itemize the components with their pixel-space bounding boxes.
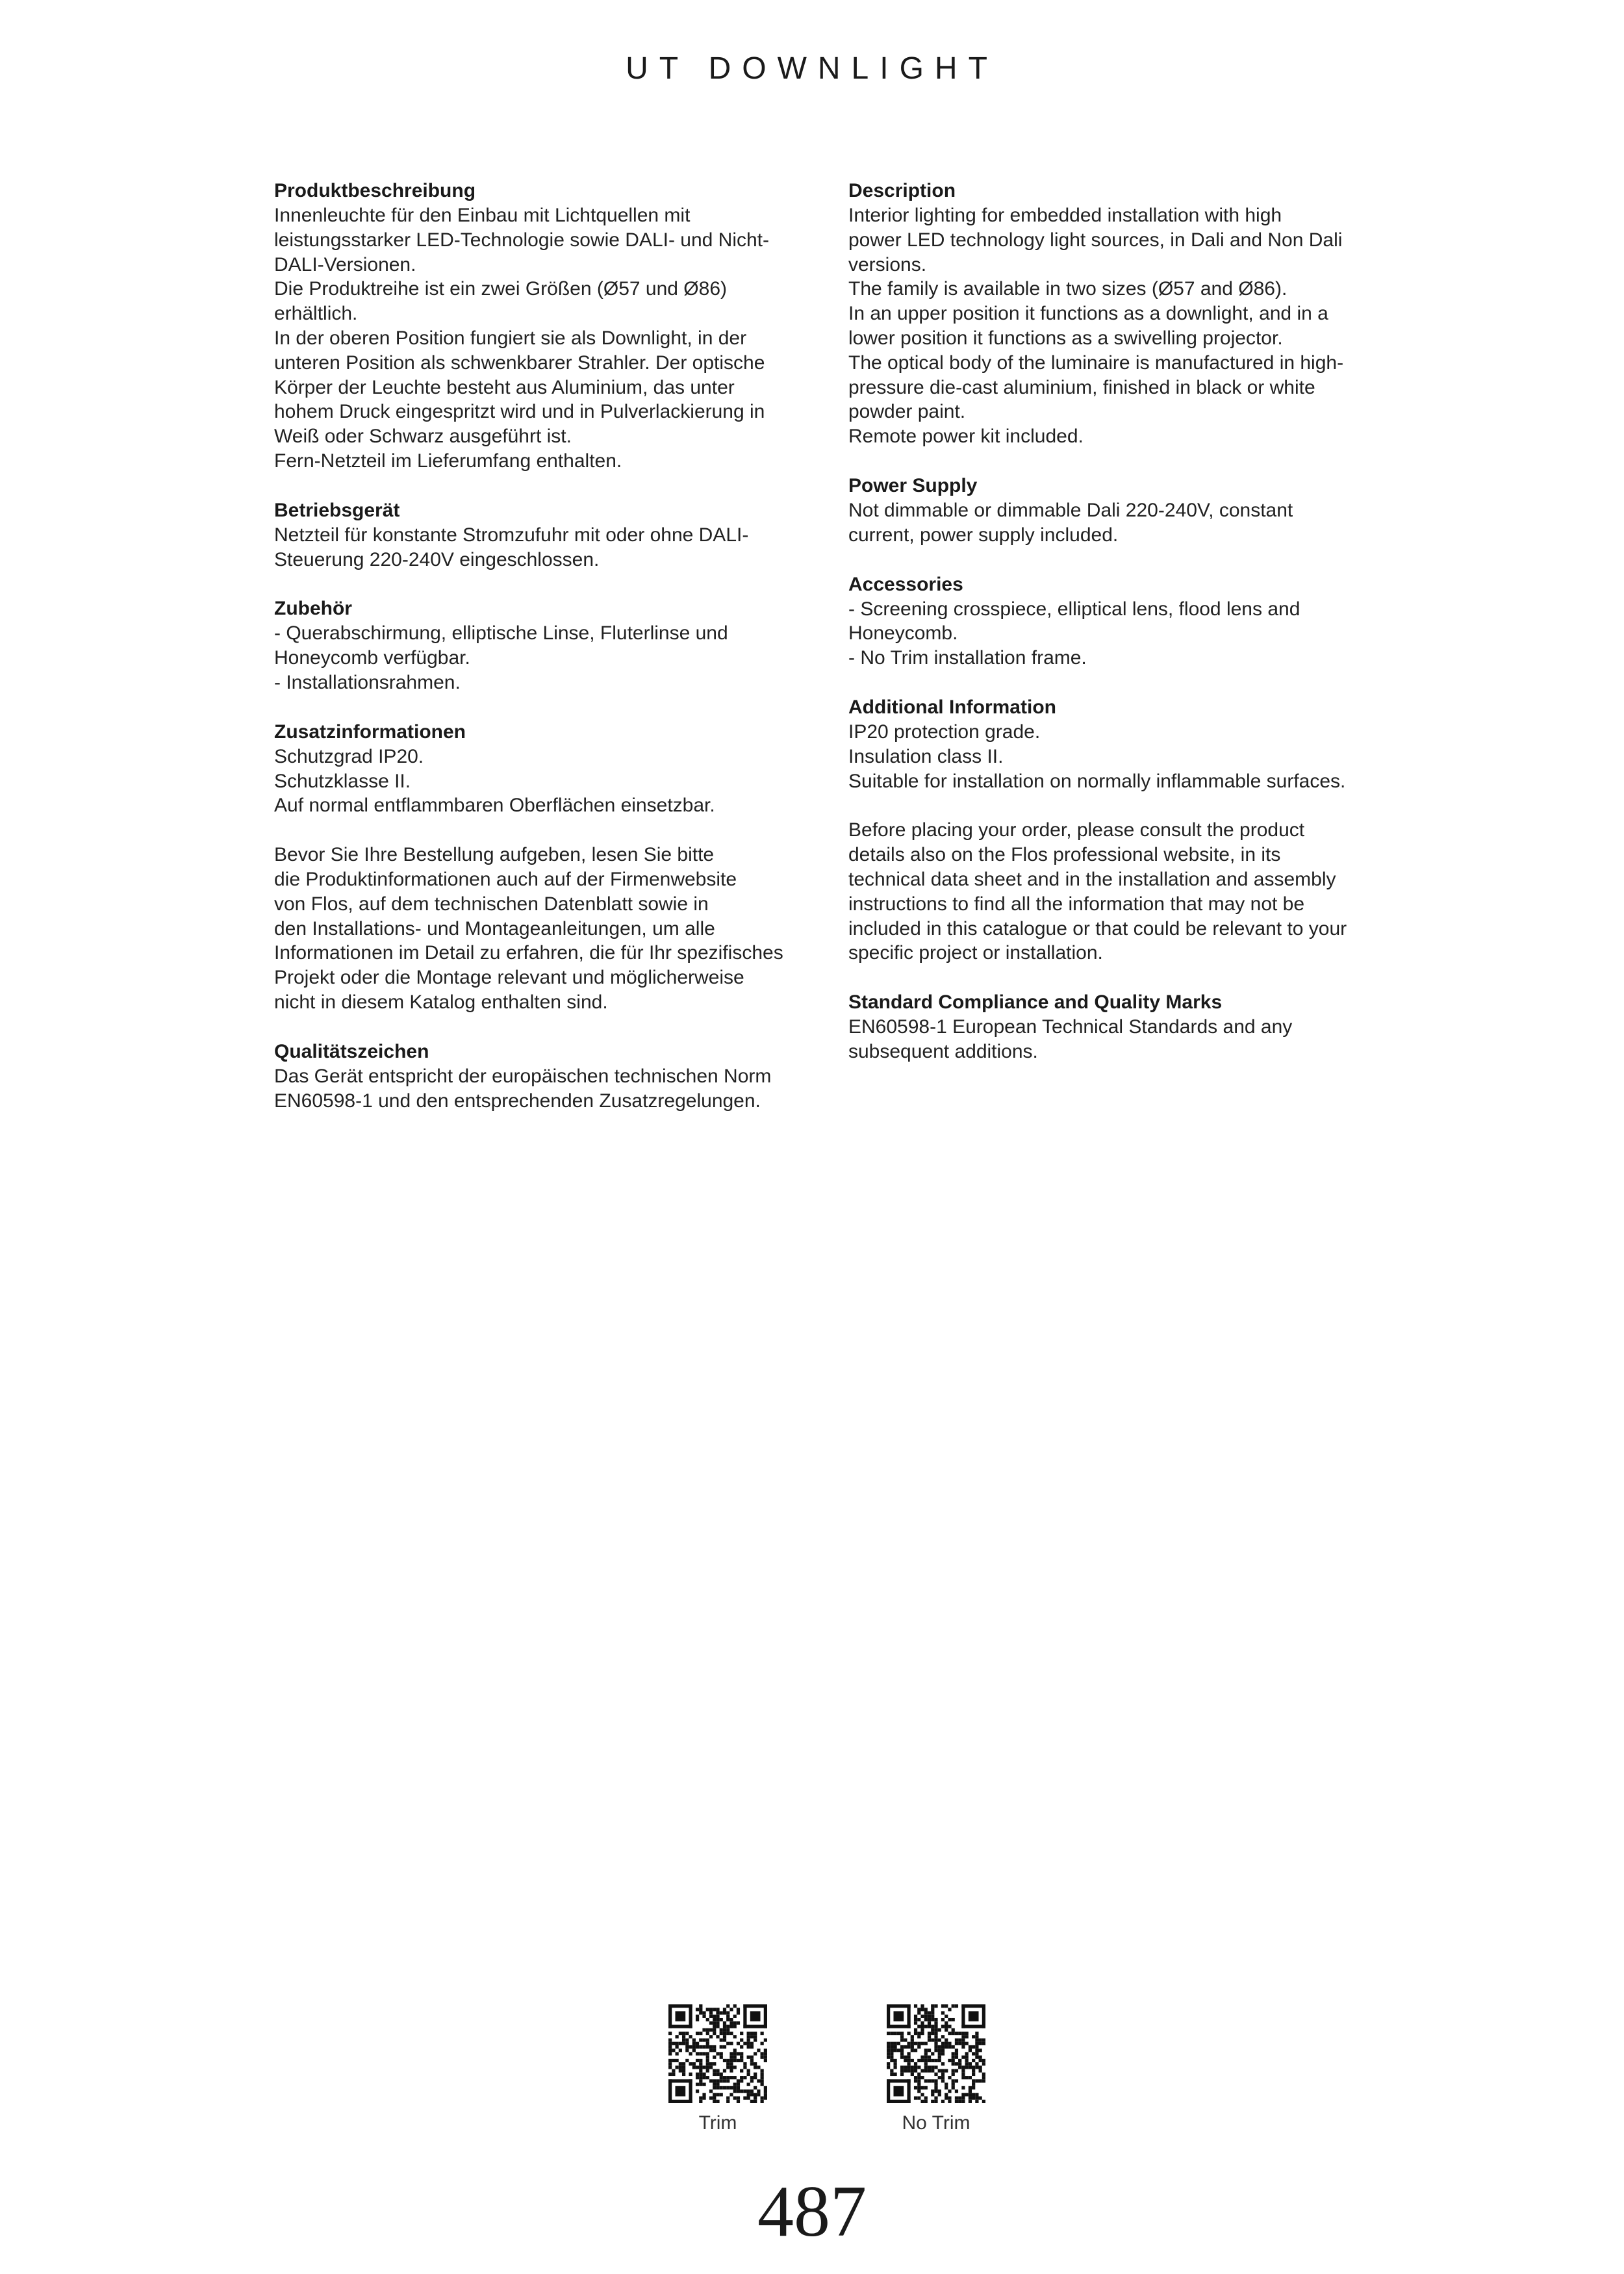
section-body [274, 1064, 807, 1114]
text-line: unteren Position als schwenkbarer Strahler. Der optische [274, 351, 765, 374]
text-line: Not dimmable or dimmable Dali 220-240V, constant [848, 499, 1293, 521]
text-line: Weiß oder Schwarz ausgeführt ist. [274, 426, 572, 448]
text-line: instructions to find all the information that may not be [848, 893, 1305, 915]
text-line: erhältlich. [274, 303, 358, 325]
text-line: - Screening crosspiece, elliptical lens, flood lens and [848, 598, 1300, 620]
text-line: DALI-Versionen. [274, 253, 416, 275]
text-line: pressure die-cast aluminium, finished in black or white [848, 376, 1315, 398]
section-heading: Description [848, 180, 956, 201]
text-line: Innenleuchte für den Einbau mit Lichtquellen mit [274, 205, 691, 226]
section-order-notice [848, 818, 1381, 965]
section-body [274, 621, 807, 695]
text-line: Interior lighting for embedded installation with high [848, 205, 1282, 226]
text-line: Honeycomb. [848, 622, 958, 645]
text-line: - No Trim installation frame. [848, 647, 1087, 669]
qr-code-icon[interactable] [887, 2004, 985, 2103]
section-zusatzinformationen [274, 720, 807, 818]
text-line: Körper der Leuchte besteht aus Aluminium, das unter [274, 376, 735, 398]
text-line: specific project or installation. [848, 942, 1103, 964]
text-line: The family is available in two sizes (Ø57 and Ø86). [848, 278, 1288, 300]
section-produktbeschreibung [274, 179, 807, 474]
text-line: - Querabschirmung, elliptische Linse, Fluterlinse und [274, 622, 728, 645]
text-line: Die Produktreihe ist ein zwei Größen (Ø57 und Ø86) [274, 278, 727, 300]
section-standard-compliance [848, 990, 1381, 1064]
text-line: power LED technology light sources, in Dali and Non Dali [848, 229, 1343, 251]
section-heading: Zubehör [274, 598, 352, 620]
text-line: The optical body of the luminaire is manufactured in high- [848, 351, 1344, 374]
section-body [274, 523, 807, 572]
text-line: EN60598-1 und den entsprechenden Zusatzregelungen. [274, 1090, 761, 1112]
text-line: Schutzgrad IP20. [274, 745, 424, 767]
text-line: Suitable for installation on normally inflammable surfaces. [848, 770, 1346, 792]
text-line: Bevor Sie Ihre Bestellung aufgeben, lesen Sie bitte [274, 844, 715, 866]
section-qualitaetszeichen [274, 1040, 807, 1114]
section-body [274, 843, 807, 1015]
german-column [274, 179, 807, 1138]
section-heading: Qualitätszeichen [274, 1040, 429, 1062]
section-body [848, 203, 1381, 449]
text-line: Auf normal entflammbaren Oberflächen einsetzbar. [274, 795, 715, 817]
text-line: Insulation class II. [848, 745, 1004, 767]
text-line: Projekt oder die Montage relevant und möglicherweise [274, 967, 744, 989]
section-heading: Accessories [848, 573, 963, 595]
section-power-supply [848, 474, 1381, 548]
section-heading: Produktbeschreibung [274, 180, 476, 201]
text-line: EN60598-1 European Technical Standards and any [848, 1016, 1293, 1038]
text-line: leistungsstarker LED-Technologie sowie DALI- und Nicht- [274, 229, 770, 251]
qr-label: Trim [698, 2112, 737, 2134]
section-body [848, 597, 1381, 671]
text-line: den Installations- und Montageanleitungen, um alle [274, 917, 715, 939]
qr-code-icon[interactable] [668, 2004, 767, 2103]
section-bestellhinweis [274, 843, 807, 1015]
section-heading: Standard Compliance and Quality Marks [848, 991, 1223, 1014]
text-line: lower position it functions as a swivelling projector. [848, 327, 1283, 349]
page-title: UT DOWNLIGHT [626, 51, 998, 86]
text-line: Before placing your order, please consult the product [848, 819, 1305, 841]
text-line: IP20 protection grade. [848, 721, 1041, 743]
text-line: - Installationsrahmen. [274, 671, 461, 693]
text-line: versions. [848, 253, 927, 275]
section-body [274, 745, 807, 818]
text-line: Informationen im Detail zu erfahren, die für Ihr spezifisches [274, 942, 783, 964]
text-line: current, power supply included. [848, 524, 1119, 546]
section-zubehoer [274, 596, 807, 695]
qr-trim[interactable] [637, 2004, 799, 2134]
text-line: die Produktinformationen auch auf der Firmenwebsite [274, 868, 737, 890]
section-heading: Power Supply [848, 474, 978, 496]
text-line: details also on the Flos professional website, in its [848, 844, 1281, 866]
section-heading: Betriebsgerät [274, 499, 400, 521]
qr-label: No Trim [902, 2112, 971, 2134]
qr-no-trim[interactable] [855, 2004, 1017, 2134]
text-line: Honeycomb verfügbar. [274, 647, 470, 669]
section-description [848, 179, 1381, 449]
page-number: 487 [757, 2171, 867, 2252]
section-body [848, 498, 1381, 548]
section-accessories [848, 572, 1381, 671]
section-body [848, 720, 1381, 793]
text-line: Das Gerät entspricht der europäischen technischen Norm [274, 1065, 772, 1087]
text-line: powder paint. [848, 401, 966, 423]
text-line: nicht in diesem Katalog enthalten sind. [274, 991, 608, 1013]
section-additional-information [848, 695, 1381, 793]
text-line: von Flos, auf dem technischen Datenblatt sowie in [274, 893, 709, 915]
text-line: Fern-Netzteil im Lieferumfang enthalten. [274, 450, 622, 472]
text-line: Remote power kit included. [848, 426, 1084, 448]
text-line: subsequent additions. [848, 1040, 1038, 1062]
text-line: technical data sheet and in the installation and assembly [848, 868, 1336, 890]
section-heading: Zusatzinformationen [274, 721, 466, 743]
text-line: Schutzklasse II. [274, 770, 411, 792]
section-body [848, 818, 1381, 965]
text-line: In an upper position it functions as a downlight, and in a [848, 303, 1328, 325]
english-column [848, 179, 1381, 1089]
text-line: In der oberen Position fungiert sie als Downlight, in der [274, 327, 747, 349]
text-line: hohem Druck eingespritzt wird und in Pulverlackierung in [274, 401, 765, 423]
text-line: included in this catalogue or that could be relevant to your [848, 917, 1347, 939]
text-line: Netzteil für konstante Stromzufuhr mit oder ohne DALI- [274, 524, 749, 546]
section-betriebsgeraet [274, 498, 807, 572]
section-heading: Additional Information [848, 696, 1056, 718]
section-body [848, 1015, 1381, 1064]
section-body [274, 203, 807, 474]
text-line: Steuerung 220-240V eingeschlossen. [274, 548, 600, 570]
